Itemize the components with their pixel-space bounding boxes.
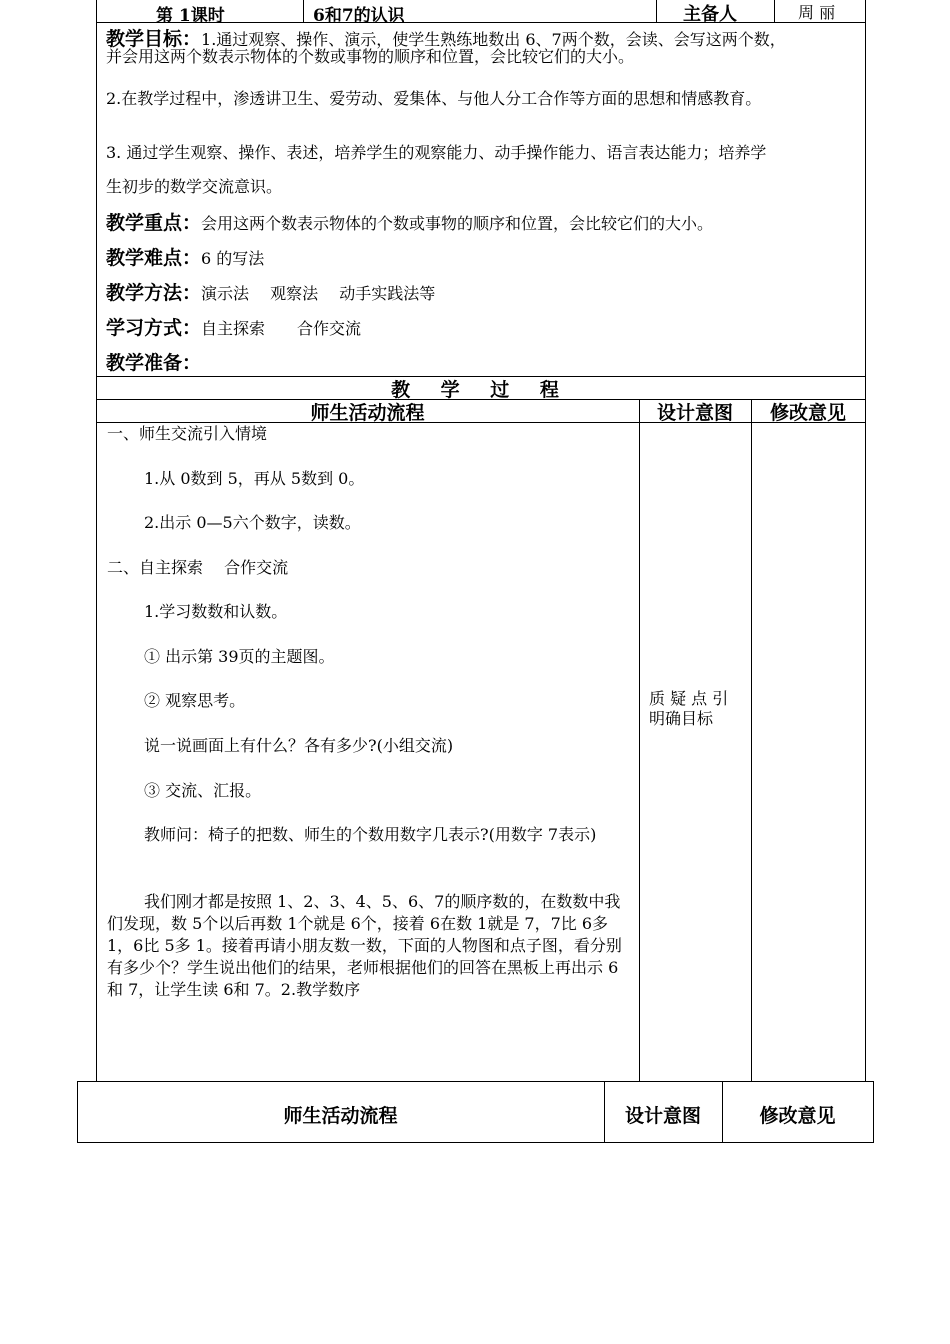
learning-text: 自主探索 合作交流 [201,319,362,338]
table-border-left [96,0,97,1081]
flow-step-2-e: 教师问：椅子的把数、师生的个数用数字几表示?(用数字 7表示) [144,825,597,844]
flow-step-1-1: 1.从 0数到 5，再从 5数到 0。 [144,469,365,488]
column-header-revise: 修改意见 [769,402,846,424]
column-divider-intent [751,399,752,1081]
objective-3-first: 3. 通过学生观察、操作、表述，培养学生的观察能力、动手操作能力、语言表达能力；培养学 [106,143,767,162]
learning-row [106,313,361,340]
objective-1-rest: 并会用这两个数表示物体的个数或事物的顺序和位置，会比较它们的大小。 [106,47,635,66]
key-point-text: 会用这两个数表示物体的个数或事物的顺序和位置，会比较它们的大小。 [201,214,714,233]
flow-section-2-heading: 二、自主探索 合作交流 [107,558,289,577]
learning-label: 学习方式： [106,317,202,339]
header-divider-3 [774,0,775,23]
prep-row [106,348,201,375]
difficulty-text: 6 的写法 [201,249,265,268]
process-title: 教 学 过 程 [391,379,571,401]
difficulty-label: 教学难点： [106,247,202,269]
flow-step-2-d: ③ 交流、汇报。 [144,781,262,800]
table-border-right [865,0,866,1081]
column-divider-flow [639,399,640,1081]
lesson-topic: 6和7的认识 [313,6,405,26]
preparer-name: 周 丽 [798,3,836,22]
flow-step-2-1: 1.学习数数和认数。 [144,602,288,621]
column-header-flow: 师生活动流程 [310,402,425,424]
flow-step-1-2: 2.出示 0—5六个数字，读数。 [144,513,361,532]
lesson-number: 第 1课时 [156,6,225,26]
header-divider-2 [656,0,657,23]
footer-header-flow: 师生活动流程 [283,1105,398,1127]
prep-label: 教学准备： [106,352,202,374]
objective-2: 2.在教学过程中，渗透讲卫生、爱劳动、爱集体、与他人分工合作等方面的思想和情感教育。 [106,89,762,108]
method-row [106,278,435,305]
method-text: 演示法 观察法 动手实践法等 [201,284,436,303]
method-label: 教学方法： [106,282,202,304]
flow-step-2-a: ① 出示第 39页的主题图。 [144,647,335,666]
key-point-row [106,208,713,235]
key-point-label: 教学重点： [106,212,202,234]
column-header-intent: 设计意图 [656,402,733,424]
objective-3-rest: 生初步的数学交流意识。 [106,177,283,196]
objectives-label: 教学目标： [106,28,202,50]
header-divider-1 [303,0,304,23]
flow-step-2-b: ② 观察思考。 [144,691,246,710]
flow-step-2-c: 说一说画面上有什么？各有多少?(小组交流) [144,736,454,755]
design-intent-text: 质 疑 点 引 明确目标 [649,689,729,728]
flow-section-1-heading: 一、师生交流引入情境 [107,424,268,443]
objective-1-first: 1.通过观察、操作、演示，使学生熟练地数出 6、7两个数，会读、会写这两个数， [201,30,786,49]
footer-header-revise: 修改意见 [759,1105,836,1127]
footer-header-intent: 设计意图 [624,1105,701,1127]
flow-step-2-f: 我们刚才都是按照 1、2、3、4、5、6、7的顺序数的，在数数中我们发现，数 5个以后再数 1个就是 6个，接着 6在数 1就是 7，7比 6多 1，6比 5多 1。接着再请小朋友数一数，下面的人物图和点子图，看分别有多少个？学生说出他们的结果，老师根据他们的回答在黑板上再出示 6和 7，让学生读 6和 7。2.教学数序 [107,892,622,999]
difficulty-row [106,243,264,270]
preparer-label: 主备人 [683,4,737,25]
